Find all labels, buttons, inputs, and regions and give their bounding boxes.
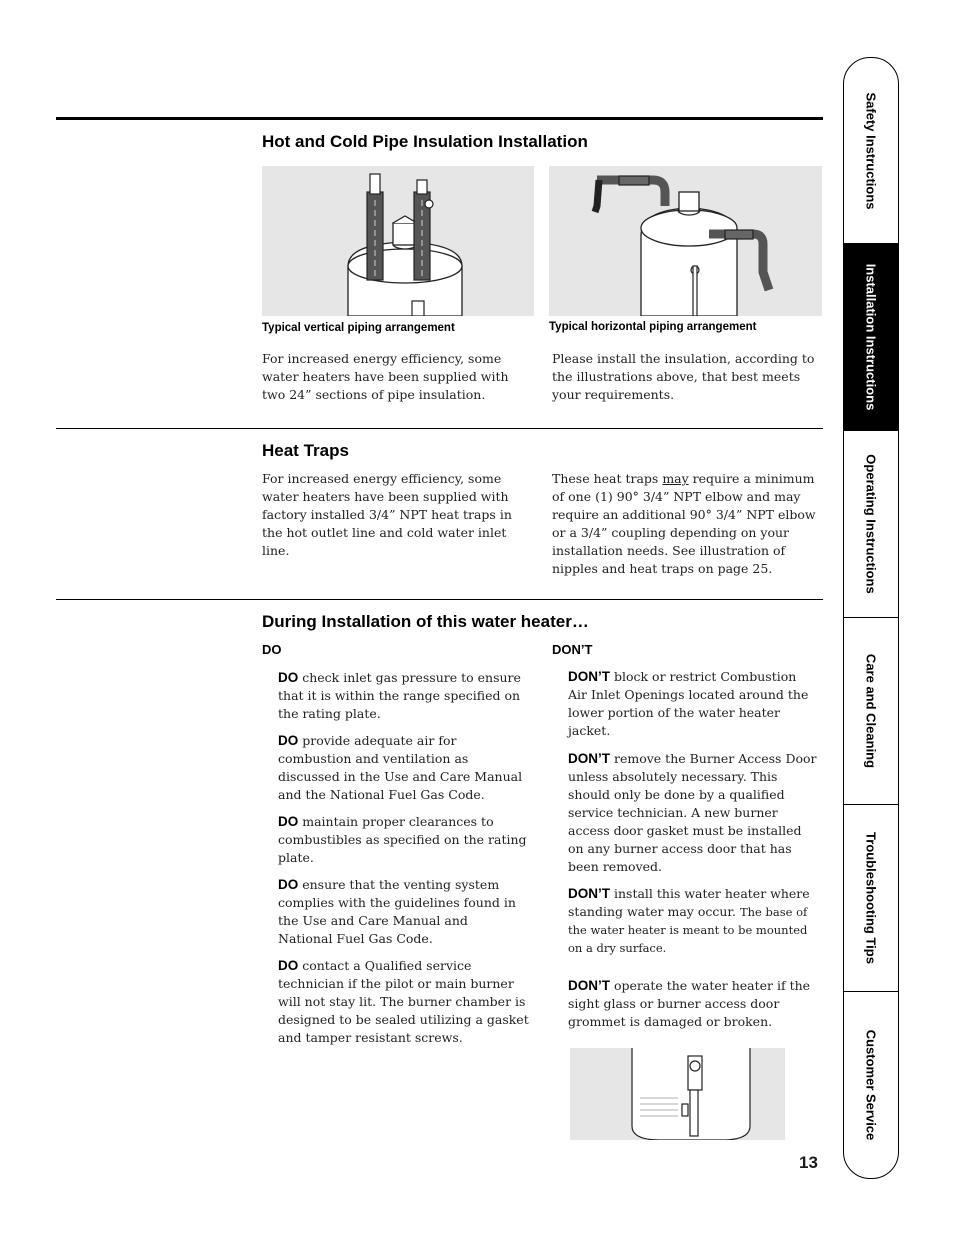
vertical-piping-caption: Typical vertical piping arrangement [262, 322, 455, 334]
tab-troubleshooting-tips[interactable]: Troubleshooting Tips [844, 805, 898, 992]
section-divider-heat-traps [56, 428, 823, 429]
pipe-insulation-heading: Hot and Cold Pipe Insulation Installation [262, 132, 588, 151]
vertical-piping-illustration [262, 166, 534, 316]
do-column-header: DO [262, 642, 282, 657]
section-tabs [843, 57, 899, 1179]
do-item: DO provide adequate air for combustion and ventilation as discussed in the Use and Care Manual and the National Fuel Gas Code. [278, 733, 523, 802]
horizontal-piping-caption: Typical horizontal piping arrangement [549, 321, 757, 333]
do-item: DO ensure that the venting system complies with the guidelines found in the Use and Care Manual and National Fuel Gas Code. [278, 877, 516, 946]
dont-item: DON’T install this water heater where standing water may occur. The base of the water heater is meant to be mounted on a dry surface. [568, 886, 810, 955]
horizontal-piping-illustration [549, 166, 822, 316]
do-item: DO maintain proper clearances to combustibles as specified on the rating plate. [278, 814, 527, 865]
tab-safety-instructions[interactable]: Safety Instructions [844, 58, 898, 244]
heat-traps-text-right: These heat traps may require a minimum of one (1) 90° 3/4” NPT elbow and may require an additional 90° 3/4” NPT elbow or a 3/4” coupling depending on your installation needs. See illustration of nipples and heat traps on page 25. [552, 471, 816, 576]
tab-customer-service[interactable]: Customer Service [863, 1029, 879, 1141]
heat-traps-text-left: For increased energy efficiency, some water heaters have been supplied with factory installed 3/4” NPT heat traps in the hot outlet line and cold water inlet line. [262, 471, 512, 558]
top-rule [56, 117, 823, 120]
do-item: DO check inlet gas pressure to ensure that it is within the range specified on the rating plate. [278, 670, 521, 721]
dont-item: DON’T remove the Burner Access Door unless absolutely necessary. This should only be done by a qualified service technician. A new burner access door gasket must be installed on any burner access door that has been removed. [568, 751, 817, 874]
during-installation-heading: During Installation of this water heater… [262, 612, 589, 631]
page-number: 13 [799, 1153, 818, 1172]
do-item: DO contact a Qualified service technician if the pilot or main burner will not stay lit. The burner chamber is designed to be sealed utilizing a gasket and tamper resistant screws. [278, 958, 529, 1045]
pipe-insulation-text-right: Please install the insulation, according to the illustrations above, that best meets your requirements. [552, 351, 815, 402]
may-underlined-text: may [662, 471, 689, 486]
dont-item: DON’T operate the water heater if the sight glass or burner access door grommet is damaged or broken. [568, 978, 811, 1029]
tab-care-and-cleaning[interactable]: Care and Cleaning [844, 618, 898, 805]
dont-item: DON’T block or restrict Combustion Air Inlet Openings located around the lower portion of the water heater jacket. [568, 669, 809, 738]
sight-glass-illustration [570, 1048, 785, 1140]
dont-column-header: DON’T [552, 642, 593, 657]
section-divider-during [56, 599, 823, 600]
tab-installation-instructions[interactable]: Installation Instructions [844, 244, 898, 431]
heat-traps-heading: Heat Traps [262, 441, 349, 460]
dont-item-note: The base of the water heater is meant to be mounted on a dry surface. [568, 905, 808, 955]
pipe-insulation-text-left: For increased energy efficiency, some water heaters have been supplied with two 24” sections of pipe insulation. [262, 351, 509, 402]
tab-operating-instructions[interactable]: Operating Instructions [844, 431, 898, 618]
